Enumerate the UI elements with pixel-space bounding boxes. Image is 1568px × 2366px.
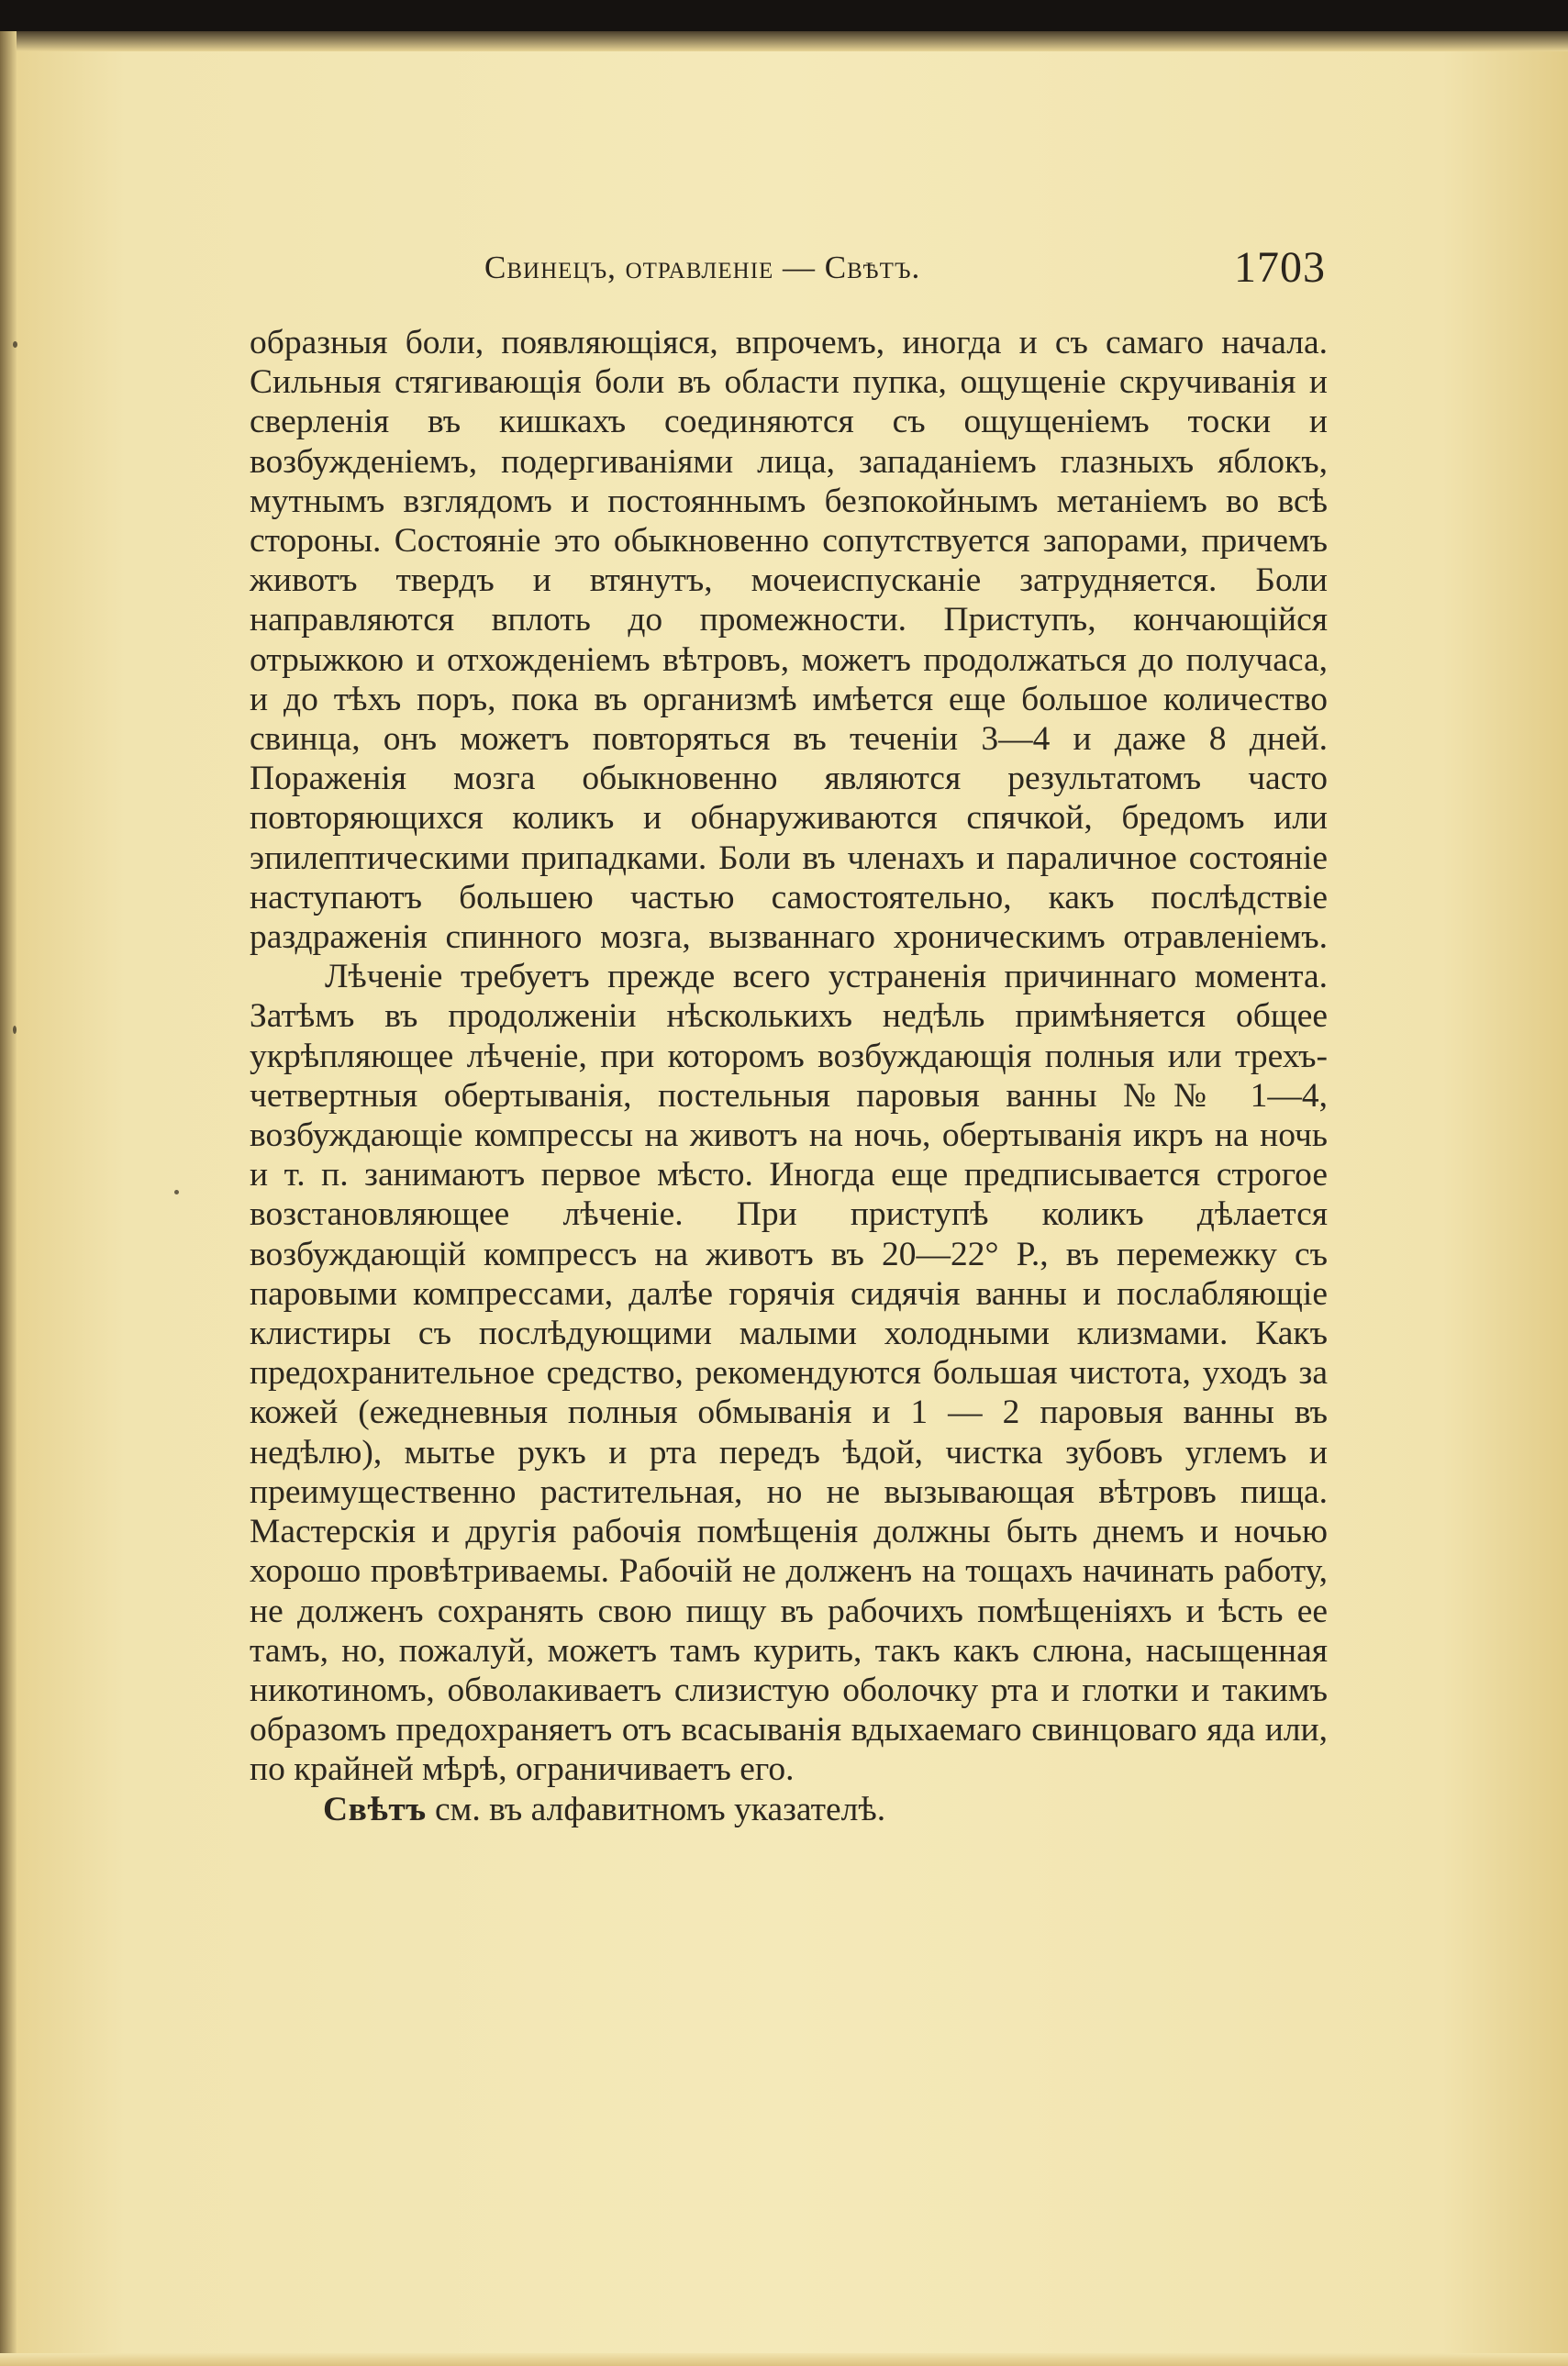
running-head: Свинецъ, отравленіе — Свѣтъ. [484,250,921,285]
scan-top-shadow [0,31,1568,51]
margin-speck [13,1026,17,1034]
cross-reference-term: Свѣтъ [323,1790,427,1828]
scan-left-edge [0,31,17,2366]
cross-reference-text: см. въ алфавитномъ указателѣ. [435,1790,886,1828]
margin-speck [13,341,17,348]
page-number: 1703 [1234,243,1326,292]
scan-top-border [0,0,1568,31]
paragraph-symptoms: образныя боли, появляющіяся, впрочемъ, иногда и съ самаго начала. Сильныя стягивающія боли въ области пупка, ощущеніе скручиванія и сверленія въ кишкахъ соединяются съ ощущеніемъ тоски и возбужденіемъ, подергиваніями лица, западаніемъ глазныхъ яблокъ, мутнымъ взглядомъ и постояннымъ безпокойнымъ метаніемъ во всѣ стороны. Состояніе это обыкновенно сопутствуется запорами, причемъ животъ твердъ и втянутъ, мочеиспусканіе затрудняется. Боли направляются вплоть до промежности. Приступъ, кончающійся отрыжкою и отхожденіемъ вѣтровъ, можетъ продолжаться до получаса, и до тѣхъ поръ, пока въ организмѣ имѣется еще большое количество свинца, онъ можетъ повторяться въ теченіи 3—4 и даже 8 дней. Пораженія мозга обыкновенно являются результатомъ часто повторяющихся коликъ и обнаруживаются спячкой, бредомъ или эпилептическими припадками. Боли въ членахъ и параличное состояніе наступаютъ большею частью самостоятельно, какъ послѣдствіе раздраженія спинного мозга, вызваннаго хроническимъ отравленіемъ. [250,324,1328,957]
page-header [248,240,1326,295]
cross-reference [250,1790,1328,1829]
article-body [250,323,1328,1829]
paragraph-treatment: Лѣченіе требуетъ прежде всего устраненія причиннаго момента. Затѣмъ въ продолженіи нѣсколькихъ недѣль примѣняется общее укрѣпляющее лѣченіе, при которомъ возбуждающія полныя или трехъ-четвертныя обертыванія, постельныя паровыя ванны №№ 1—4, возбуждающіе компрессы на животъ на ночь, обертыванія икръ на ночь и т. п. занимаютъ первое мѣсто. Иногда еще предписывается строгое возстановляющее лѣченіе. При приступѣ коликъ дѣлается возбуждающій компрессъ на животъ въ 20—22° Р., въ перемежку съ паровыми компрессами, далѣе горячія сидячія ванны и послабляющіе клистиры съ послѣдующими малыми холодными клизмами. Какъ предохранительное средство, рекомендуются большая чистота, уходъ за кожей (ежедневныя полныя обмыванія и 1 — 2 паровыя ванны въ недѣлю), мытье рукъ и рта передъ ѣдой, чистка зубовъ углемъ и преимущественно растительная, но не вызывающая вѣтровъ пища. Мастерскія и другія рабочія помѣщенія должны быть днемъ и ночью хорошо провѣтриваемы. Рабочій не долженъ на тощахъ начинать работу, не долженъ сохранять свою пищу въ рабочихъ помѣщеніяхъ и ѣсть ее тамъ, но, пожалуй, можетъ тамъ курить, такъ какъ слюна, насыщенная никотиномъ, обволакиваетъ слизистую оболочку рта и глотки и такимъ образомъ предохраняетъ отъ всасыванія вдыхаемаго свинцоваго яда или, по крайней мѣрѣ, ограничиваетъ его. [250,958,1328,1789]
scan-bottom-edge [0,2353,1568,2366]
margin-speck [174,1190,179,1194]
